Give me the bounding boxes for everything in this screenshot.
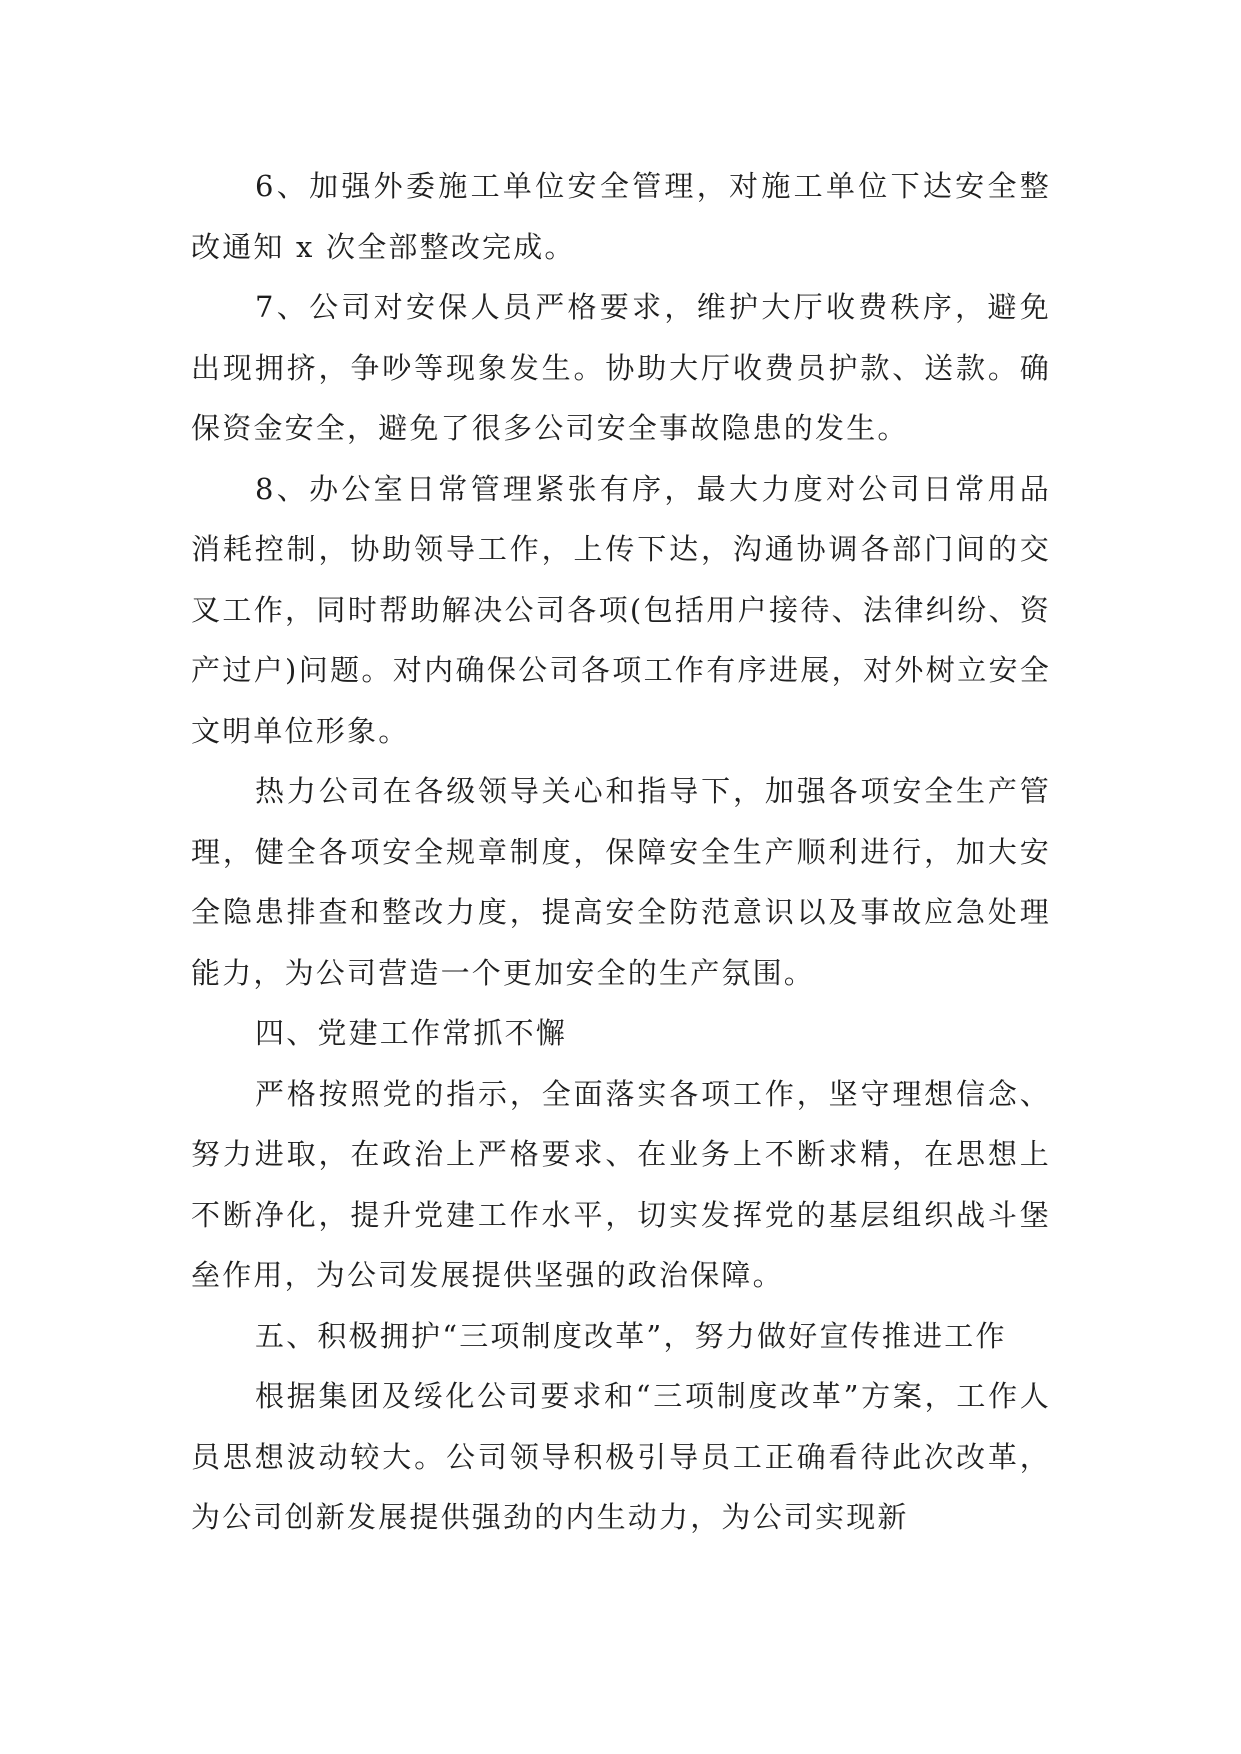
paragraph-party-building: 严格按照党的指示，全面落实各项工作，坚守理想信念、努力进取，在政治上严格要求、在业务上不断求精，在思想上不断净化，提升党建工作水平，切实发挥党的基层组织战斗堡垒作用，为公司发展提供坚强的政治保障。 [191, 1076, 1051, 1292]
paragraph-item-6: 6、加强外委施工单位安全管理，对施工单位下达安全整改通知 x 次全部整改完成。 [191, 169, 1051, 264]
paragraph-item-8: 8、办公室日常管理紧张有序，最大力度对公司日常用品消耗控制，协助领导工作，上传下达，沟通协调各部门间的交叉工作，同时帮助解决公司各项(包括用户接待、法律纠纷、资产过户)问题。对内确保公司各项工作有序进展，对外树立安全文明单位形象。 [191, 471, 1051, 748]
section-heading-reform: 五、积极拥护“三项制度改革”，努力做好宣传推进工作 [255, 1318, 1007, 1353]
section-heading-party-building: 四、党建工作常抓不懈 [255, 1016, 568, 1050]
document-body [191, 156, 1051, 1548]
paragraph-summary: 热力公司在各级领导关心和指导下，加强各项安全生产管理，健全各项安全规章制度，保障安全生产顺利进行，加大安全隐患排查和整改力度，提高安全防范意识以及事故应急处理能力，为公司营造一个更加安全的生产氛围。 [191, 774, 1051, 990]
paragraph-reform: 根据集团及绥化公司要求和“三项制度改革”方案，工作人员思想波动较大。公司领导积极引导员工正确看待此次改革，为公司创新发展提供强劲的内生动力，为公司实现新 [191, 1379, 1051, 1534]
paragraph-item-7: 7、公司对安保人员严格要求，维护大厅收费秩序，避免出现拥挤，争吵等现象发生。协助大厅收费员护款、送款。确保资金安全，避免了很多公司安全事故隐患的发生。 [191, 290, 1051, 445]
